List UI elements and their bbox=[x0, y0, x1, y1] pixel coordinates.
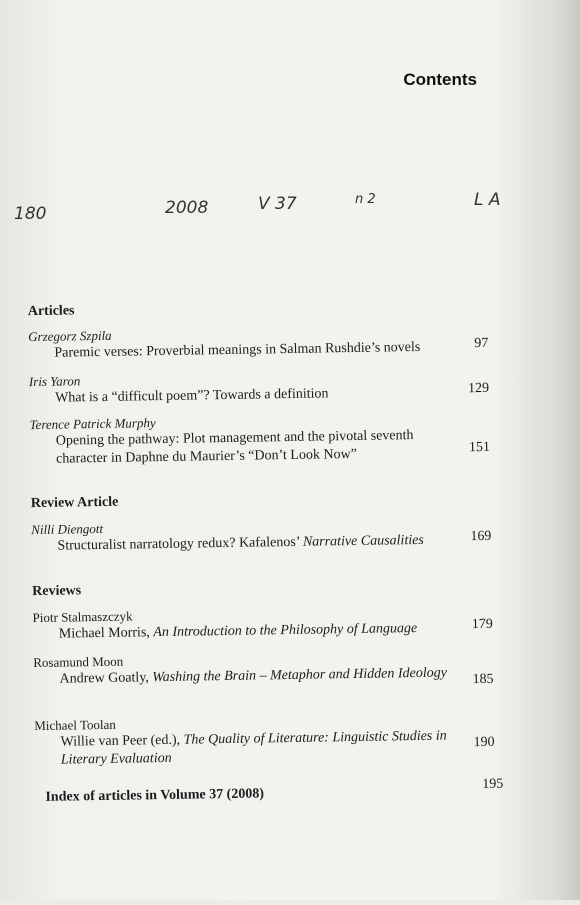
entry-page: 179 bbox=[471, 616, 493, 633]
toc-entry bbox=[34, 711, 505, 770]
toc-entry bbox=[32, 603, 502, 644]
entry-title-text: Andrew Goatly, bbox=[59, 670, 149, 687]
entry-title-italic: Narrative Causalities bbox=[302, 532, 424, 550]
entry-title-italic: The Quality of Literature: Linguistic Studies in Literary Evaluation bbox=[60, 728, 447, 768]
section-reviews: Reviews bbox=[32, 583, 82, 600]
handwritten-annotation: 180 bbox=[14, 204, 47, 224]
toc-entry bbox=[29, 367, 499, 408]
entry-title: Paremic verses: Proverbial meanings in Salman Rushdie’s novels bbox=[54, 339, 421, 361]
entry-author: Nilli Diengott bbox=[31, 520, 104, 538]
index-page: 195 bbox=[482, 776, 504, 793]
entry-page: 129 bbox=[467, 380, 490, 397]
toc-entry bbox=[29, 410, 500, 469]
contents-heading: Contents bbox=[403, 70, 477, 89]
entry-title-italic: Washing the Brain – Metaphor and Hidden Ideology bbox=[152, 665, 448, 686]
entry-author: Michael Toolan bbox=[34, 716, 116, 734]
toc-entry bbox=[33, 648, 503, 689]
entry-author: Iris Yaron bbox=[28, 373, 81, 390]
entry-title-text: Structuralist narratology redux? Kafalenos’ bbox=[57, 534, 300, 554]
handwritten-annotation: V 37 bbox=[258, 194, 297, 214]
handwritten-annotation: L A bbox=[474, 190, 501, 210]
handwritten-annotation: n 2 bbox=[355, 192, 376, 207]
toc-entry bbox=[31, 515, 501, 556]
entry-page: 151 bbox=[468, 439, 491, 456]
entry-title-italic: An Introduction to the Philosophy of Language bbox=[153, 621, 418, 641]
entry-title-text: Michael Morris, bbox=[58, 625, 150, 642]
entry-title bbox=[60, 727, 466, 769]
entry-page: 190 bbox=[473, 734, 495, 751]
entry-page: 169 bbox=[470, 528, 492, 545]
entry-author: Rosamund Moon bbox=[33, 653, 124, 671]
entry-author: Grzegorz Szpila bbox=[28, 327, 112, 345]
entry-title-text: Willie van Peer (ed.), bbox=[60, 732, 181, 750]
entry-title: Opening the pathway: Plot management and the pivotal seventh character in Daphne du Maurier’s “Don’t Look Now” bbox=[55, 428, 414, 467]
section-review-article: Review Article bbox=[30, 494, 119, 512]
entry-page: 97 bbox=[474, 335, 489, 352]
toc-entry bbox=[28, 322, 498, 363]
section-articles: Articles bbox=[27, 303, 75, 320]
index-entry: Index of articles in Volume 37 (2008) bbox=[45, 786, 265, 805]
entry-author: Piotr Stalmaszczyk bbox=[32, 608, 133, 626]
handwritten-annotation: 2008 bbox=[165, 198, 209, 218]
entry-page: 185 bbox=[472, 671, 494, 688]
entry-author: Terence Patrick Murphy bbox=[29, 415, 156, 433]
entry-title: What is a “difficult poem”? Towards a definition bbox=[55, 386, 329, 406]
